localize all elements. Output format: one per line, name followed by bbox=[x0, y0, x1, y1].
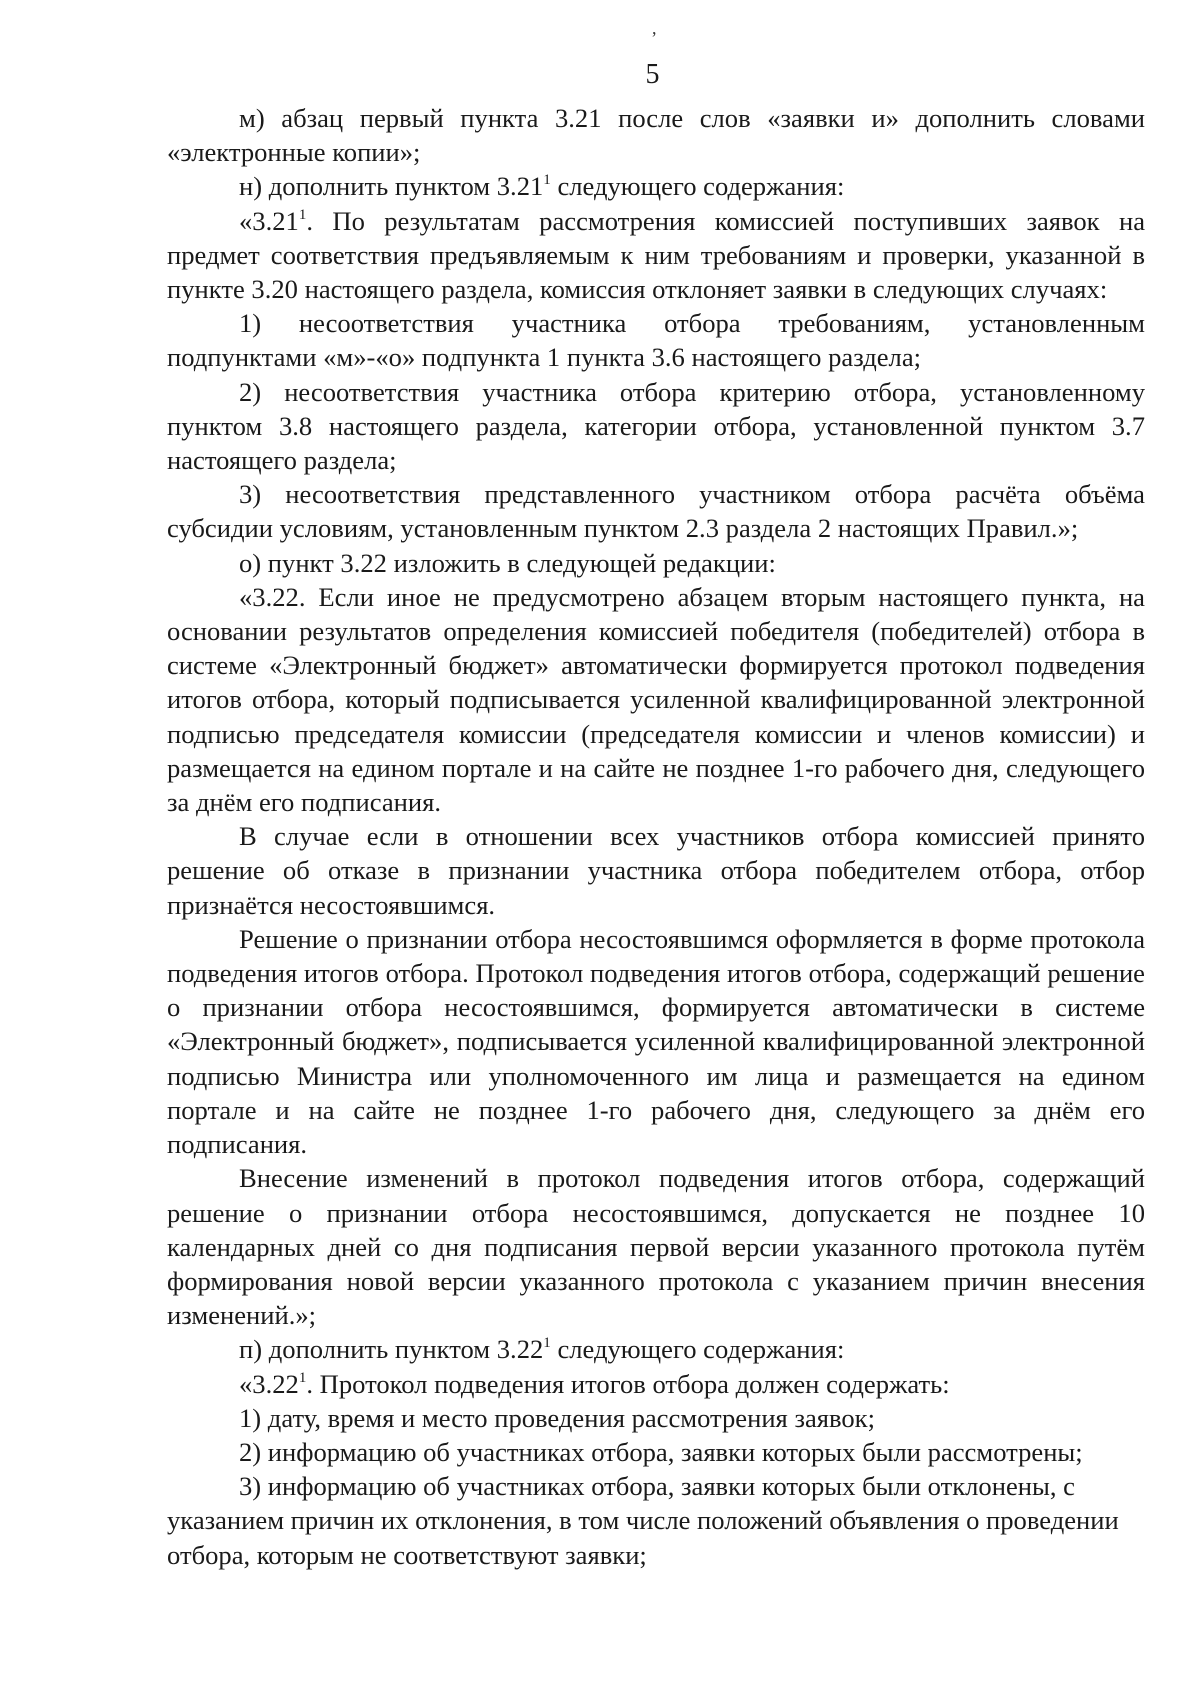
case-2: 2) несоответствия участника отбора критерию отбора, установленному пунктом 3.8 настоящего раздела, категории отбора, установленной пунктом 3.7 настоящего раздела; bbox=[167, 376, 1145, 476]
paragraph-3-22-fourth: Внесение изменений в протокол подведения итогов отбора, содержащий решение о признании отбора несостоявшимся, допускается не позднее 10 календарных дней со дня подписания первой версии указанного протокола путём формирования новой версии указанного протокола с указанием причин внесения изменений.»; bbox=[167, 1163, 1145, 1331]
paragraph-3-21-1: «3.21$^1$. По результатам рассмотрения комиссией поступивших заявок на предмет соответствия предъявляемым к ним требованиям и проверки, указанной в пункте 3.20 настоящего раздела, комиссия отклоняет заявки в следующих случаях: bbox=[167, 205, 1145, 305]
scan-mark: , bbox=[652, 18, 657, 38]
paragraph-3-22-second: В случае если в отношении всех участников отбора комиссией принято решение об отказе в признании участника отбора победителем отбора, отбор признаётся несостоявшимся. bbox=[167, 821, 1145, 920]
paragraph-3-22: «3.22. Если иное не предусмотрено абзацем вторым настоящего пункта, на основании результатов определения комиссией победителя (победителей) отбора в системе «Электронный бюджет» автоматически формируется протокол подведения итогов отбора, который подписывается усиленной квалифицированной электронной подписью председателя комиссии (председателя комиссии и членов комиссии) и размещается на едином портале и на сайте не позднее 1-го рабочего дня, следующего за днём его подписания. bbox=[167, 581, 1145, 818]
page-number: 5 bbox=[645, 59, 660, 90]
document-body bbox=[167, 101, 1145, 1572]
paragraph-n: н) дополнить пунктом 3.21$^1$ следующего содержания: bbox=[239, 171, 845, 202]
paragraph-m: м) абзац первый пункта 3.21 после слов «заявки и» дополнить словами «электронные копии»; bbox=[167, 103, 1145, 168]
paragraph-3-22-1: «3.22$^1$. Протокол подведения итогов отбора должен содержать: bbox=[239, 1368, 950, 1399]
paragraph-3-22-third: Решение о признании отбора несостоявшимся оформляется в форме протокола подведения итогов отбора. Протокол подведения итогов отбора, содержащий решение о признании отбора несостоявшимся, формируется автоматически в системе «Электронный бюджет», подписывается усиленной квалифицированной электронной подписью Министра или уполномоченного им лица и размещается на едином портале и на сайте не позднее 1-го рабочего дня, следующего за днём его подписания. bbox=[167, 923, 1145, 1160]
paragraph-o: о) пункт 3.22 изложить в следующей редакции: bbox=[239, 547, 776, 578]
item-2: 2) информацию об участниках отбора, заявки которых были рассмотрены; bbox=[239, 1436, 1083, 1467]
item-3: 3) информацию об участниках отбора, заявки которых были отклонены, с указанием причин их отклонения, в том числе положений объявления о проведении отбора, которым не соответствуют заявки; bbox=[167, 1471, 1119, 1570]
paragraph-p: п) дополнить пунктом 3.22$^1$ следующего содержания: bbox=[239, 1334, 845, 1365]
case-3: 3) несоответствия представленного участником отбора расчёта объёма субсидии условиям, установленным пунктом 2.3 раздела 2 настоящих Правил.»; bbox=[167, 479, 1145, 544]
case-1: 1) несоответствия участника отбора требованиям, установленным подпунктами «м»-«о» подпункта 1 пункта 3.6 настоящего раздела; bbox=[167, 308, 1145, 373]
item-1: 1) дату, время и место проведения рассмотрения заявок; bbox=[239, 1402, 875, 1433]
